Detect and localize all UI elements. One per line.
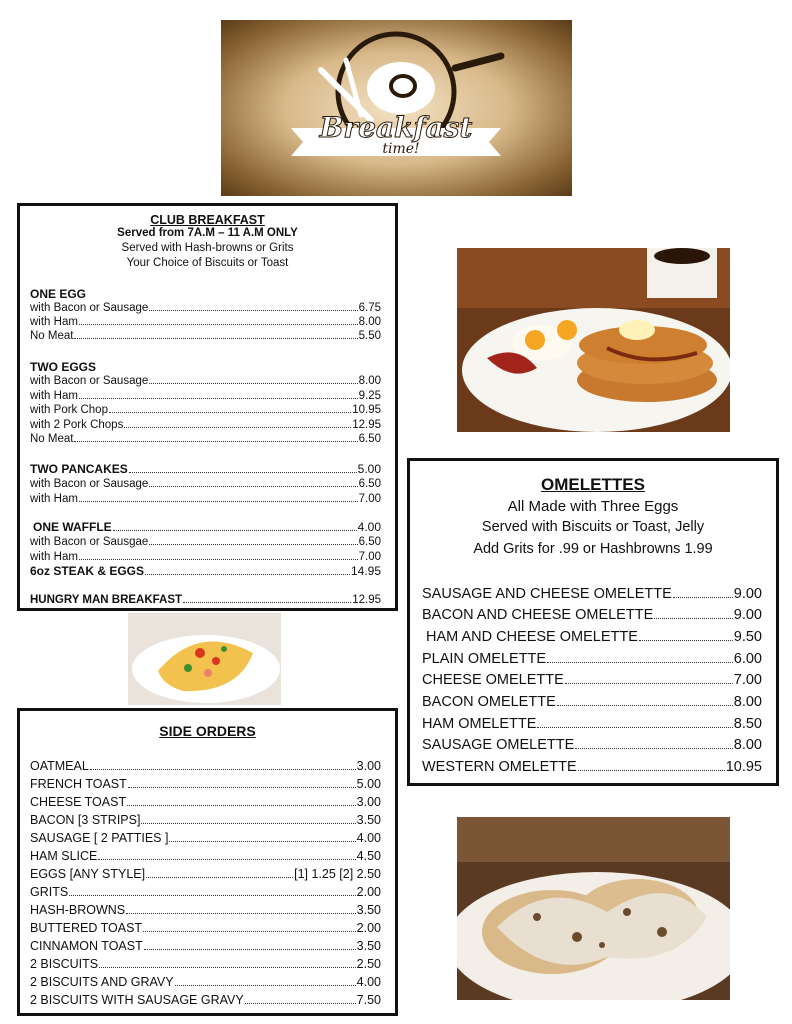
menu-item: with 2 Pork Chops 12.95 [30,419,381,431]
omelette-item: CHEESE OMELETTE 7.00 [422,672,762,688]
omelette-item: HAM AND CHEESE OMELETTE 9.50 [426,629,762,645]
pancakes-photo [457,248,730,432]
side-item: BACON [3 STRIPS] 3.50 [30,813,381,827]
section-two-eggs: TWO EGGS [30,360,96,374]
club-title: CLUB BREAKFAST [150,213,265,227]
side-item: SAUSAGE [ 2 PATTIES ] 4.00 [30,831,381,845]
club-hours: Served from 7A.M – 11 A.M ONLY [117,227,298,239]
side-orders-box [17,708,398,1016]
side-item: CINNAMON TOAST 3.50 [30,939,381,953]
omelette-item: BACON OMELETTE 8.00 [422,694,762,710]
menu-item-hungry-man: HUNGRY MAN BREAKFAST 12.95 [30,594,381,606]
menu-item: No Meat 5.50 [30,330,381,342]
side-item: GRITS 2.00 [30,885,381,899]
side-item: BUTTERED TOAST 2.00 [30,921,381,935]
menu-item-steak-eggs: 6oz STEAK & EGGS 14.95 [30,564,381,578]
logo-subtitle: time! [382,141,420,157]
side-item: HASH-BROWNS 3.50 [30,903,381,917]
menu-item: with Bacon or Sausgae 6.50 [30,536,381,548]
section-two-pancakes: TWO PANCAKES 5.00 [30,462,381,476]
menu-item: with Ham 7.00 [30,551,381,563]
side-orders-title: SIDE ORDERS [159,723,256,739]
side-item: EGGS [ANY STYLE] [1] 1.25 [2] 2.50 [30,867,381,881]
breakfast-time-logo [221,20,572,196]
menu-item: with Bacon or Sausage 8.00 [30,375,381,387]
side-item: HAM SLICE 4.50 [30,849,381,863]
side-item: 2 BISCUITS 2.50 [30,957,381,971]
omelette-photo [128,613,281,705]
biscuits-gravy-photo [457,817,730,1000]
menu-item: with Bacon or Sausage 6.75 [30,302,381,314]
menu-item: with Ham 9.25 [30,390,381,402]
omelettes-note-served: Served with Biscuits or Toast, Jelly [481,519,705,535]
side-item: OATMEAL 3.00 [30,759,381,773]
omelettes-title: OMELETTES [541,475,645,494]
omelette-item: BACON AND CHEESE OMELETTE 9.00 [422,607,762,623]
omelette-item: PLAIN OMELETTE 6.00 [422,651,762,667]
menu-item: with Bacon or Sausage 6.50 [30,478,381,490]
logo-title: Breakfast [319,111,473,144]
section-one-waffle: ONE WAFFLE 4.00 [33,520,381,534]
omelette-item: HAM OMELETTE 8.50 [422,716,762,732]
side-item: CHEESE TOAST 3.00 [30,795,381,809]
side-item: FRENCH TOAST 5.00 [30,777,381,791]
menu-item: No Meat 6.50 [30,433,381,445]
omelettes-note-addons: Add Grits for .99 or Hashbrowns 1.99 [473,541,713,557]
omelettes-box [407,458,779,786]
menu-item: with Pork Chop 10.95 [30,404,381,416]
club-breakfast-box [17,203,398,611]
section-one-egg: ONE EGG [30,287,87,301]
omelette-item: SAUSAGE AND CHEESE OMELETTE 9.00 [422,586,762,602]
menu-item: with Ham 7.00 [30,493,381,505]
side-item: 2 BISCUITS WITH SAUSAGE GRAVY 7.50 [30,993,381,1007]
omelettes-note-eggs: All Made with Three Eggs [507,498,679,515]
menu-item: with Ham 8.00 [30,316,381,328]
omelette-item: SAUSAGE OMELETTE 8.00 [422,737,762,753]
side-item: 2 BISCUITS AND GRAVY 4.00 [30,975,381,989]
omelette-item: WESTERN OMELETTE 10.95 [422,759,762,775]
club-note-bread: Your Choice of Biscuits or Toast [126,257,289,269]
club-note-sides: Served with Hash-browns or Grits [121,242,294,254]
